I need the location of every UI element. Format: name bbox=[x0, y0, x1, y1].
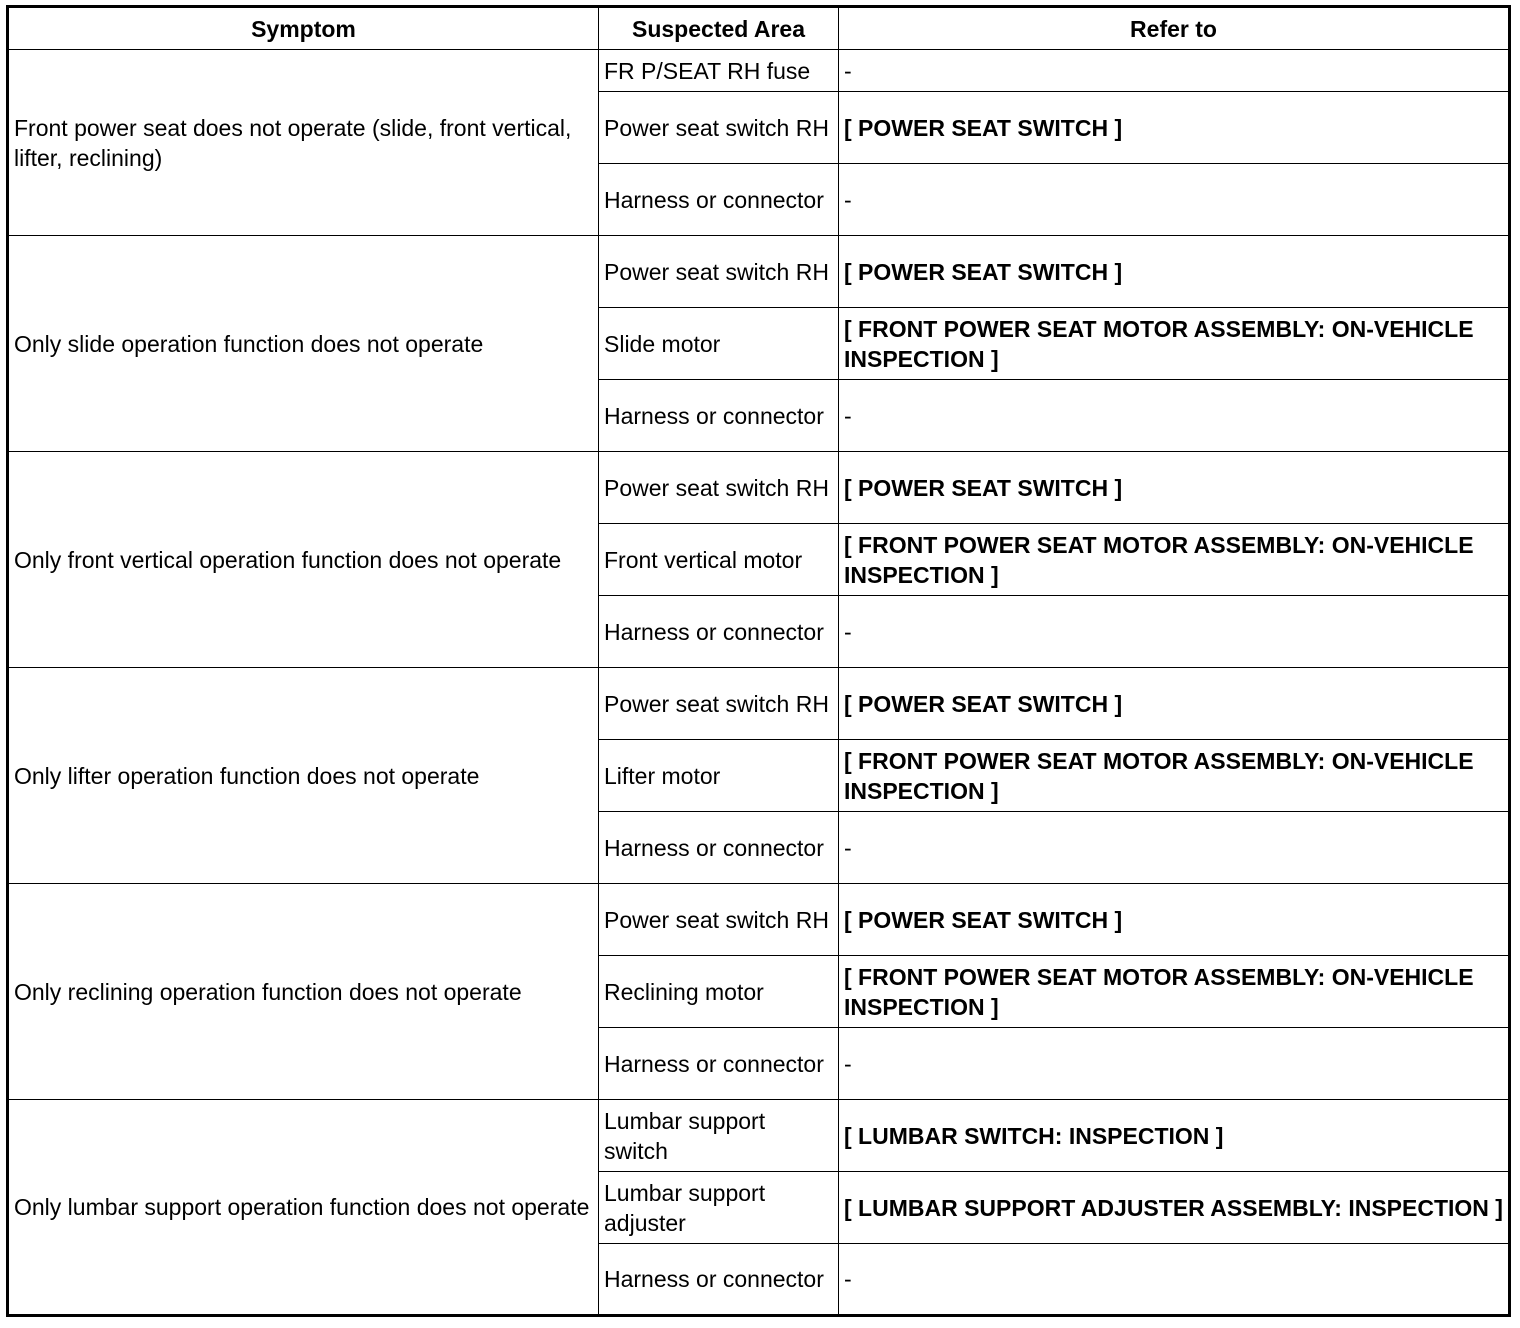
suspected-area-cell: Harness or connector bbox=[599, 596, 839, 668]
table-row bbox=[8, 668, 1510, 740]
refer-link[interactable]: [ FRONT POWER SEAT MOTOR ASSEMBLY: ON-VEHICLE INSPECTION ] bbox=[839, 740, 1510, 812]
refer-cell: - bbox=[839, 596, 1510, 668]
suspected-area-cell: Power seat switch RH bbox=[599, 668, 839, 740]
suspected-area-cell: Front vertical motor bbox=[599, 524, 839, 596]
suspected-area-cell: Power seat switch RH bbox=[599, 92, 839, 164]
symptom-cell: Front power seat does not operate (slide, front vertical, lifter, reclining) bbox=[8, 50, 599, 236]
table-row bbox=[8, 236, 1510, 308]
table-row bbox=[8, 884, 1510, 956]
symptom-cell: Only reclining operation function does not operate bbox=[8, 884, 599, 1100]
symptom-cell: Only lumbar support operation function does not operate bbox=[8, 1100, 599, 1316]
table-row bbox=[8, 50, 1510, 92]
header-suspected-area: Suspected Area bbox=[599, 7, 839, 50]
refer-cell: - bbox=[839, 1244, 1510, 1316]
header-symptom: Symptom bbox=[8, 7, 599, 50]
suspected-area-cell: Power seat switch RH bbox=[599, 884, 839, 956]
refer-link[interactable]: [ LUMBAR SUPPORT ADJUSTER ASSEMBLY: INSPECTION ] bbox=[839, 1172, 1510, 1244]
header-refer-to: Refer to bbox=[839, 7, 1510, 50]
refer-link[interactable]: [ POWER SEAT SWITCH ] bbox=[839, 884, 1510, 956]
refer-cell: - bbox=[839, 50, 1510, 92]
suspected-area-cell: Reclining motor bbox=[599, 956, 839, 1028]
suspected-area-cell: FR P/SEAT RH fuse bbox=[599, 50, 839, 92]
suspected-area-cell: Harness or connector bbox=[599, 380, 839, 452]
suspected-area-cell: Slide motor bbox=[599, 308, 839, 380]
refer-cell: - bbox=[839, 1028, 1510, 1100]
symptom-cell: Only front vertical operation function does not operate bbox=[8, 452, 599, 668]
refer-link[interactable]: [ POWER SEAT SWITCH ] bbox=[839, 668, 1510, 740]
refer-cell: - bbox=[839, 164, 1510, 236]
refer-link[interactable]: [ LUMBAR SWITCH: INSPECTION ] bbox=[839, 1100, 1510, 1172]
suspected-area-cell: Power seat switch RH bbox=[599, 236, 839, 308]
diagnosis-table bbox=[6, 5, 1511, 1317]
refer-cell: - bbox=[839, 812, 1510, 884]
refer-link[interactable]: [ POWER SEAT SWITCH ] bbox=[839, 236, 1510, 308]
refer-link[interactable]: [ POWER SEAT SWITCH ] bbox=[839, 452, 1510, 524]
table-row bbox=[8, 1100, 1510, 1172]
symptom-cell: Only lifter operation function does not operate bbox=[8, 668, 599, 884]
header-row bbox=[8, 7, 1510, 50]
refer-link[interactable]: [ FRONT POWER SEAT MOTOR ASSEMBLY: ON-VEHICLE INSPECTION ] bbox=[839, 956, 1510, 1028]
suspected-area-cell: Harness or connector bbox=[599, 812, 839, 884]
suspected-area-cell: Lumbar support switch bbox=[599, 1100, 839, 1172]
symptom-cell: Only slide operation function does not operate bbox=[8, 236, 599, 452]
suspected-area-cell: Lumbar support adjuster bbox=[599, 1172, 839, 1244]
suspected-area-cell: Harness or connector bbox=[599, 164, 839, 236]
refer-link[interactable]: [ FRONT POWER SEAT MOTOR ASSEMBLY: ON-VEHICLE INSPECTION ] bbox=[839, 308, 1510, 380]
refer-link[interactable]: [ FRONT POWER SEAT MOTOR ASSEMBLY: ON-VEHICLE INSPECTION ] bbox=[839, 524, 1510, 596]
suspected-area-cell: Harness or connector bbox=[599, 1244, 839, 1316]
suspected-area-cell: Power seat switch RH bbox=[599, 452, 839, 524]
suspected-area-cell: Lifter motor bbox=[599, 740, 839, 812]
suspected-area-cell: Harness or connector bbox=[599, 1028, 839, 1100]
refer-cell: - bbox=[839, 380, 1510, 452]
table-row bbox=[8, 452, 1510, 524]
refer-link[interactable]: [ POWER SEAT SWITCH ] bbox=[839, 92, 1510, 164]
